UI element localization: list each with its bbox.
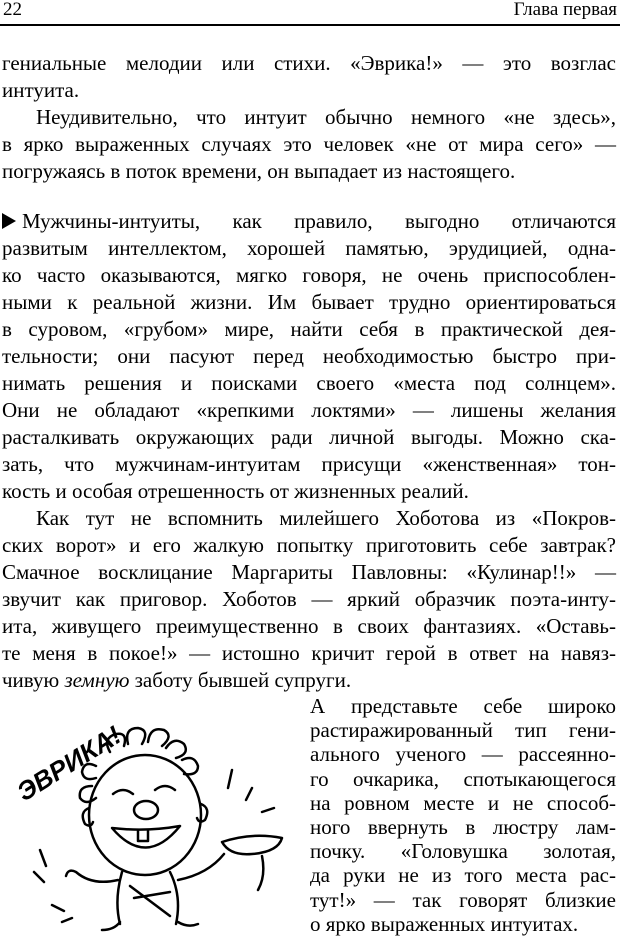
text-line: тельности; они пасуют перед необходимостью быстро при-: [2, 344, 616, 368]
eureka-cartoon-icon: [0, 690, 305, 939]
text-line: ита, живущего преимущественно в своих фантазиях. «Оставь-: [2, 614, 616, 638]
text-line: ального ученого — рассеянно-: [310, 742, 616, 767]
cartoon-illustration: [0, 690, 305, 939]
text-line: интуита.: [2, 78, 80, 102]
text-line: [2, 208, 616, 234]
text-span: Мужчины-интуиты, как правило, выгодно отличаются: [22, 209, 616, 233]
text-line: го очкарика, спотыкающегося: [310, 766, 616, 791]
text-line: тут!» — так говорят близкие: [310, 887, 616, 912]
text-line: Смачное восклицание Маргариты Павловны: «Кулинар!!» —: [2, 560, 616, 584]
eureka-caption: ЭВРИКА!: [11, 719, 127, 808]
text-line: Как тут не вспомнить милейшего Хоботова из «Покров-: [36, 506, 616, 530]
text-line: да руки не из того места рас-: [310, 863, 616, 888]
text-line: расталкивать окружающих ради личной выгоды. Можно ска-: [2, 425, 616, 449]
text-line: ко часто оказываются, мягко говоря, не очень приспособлен-: [2, 263, 616, 287]
text-line: в суровом, «грубом» мире, найти себя в практической дея-: [2, 317, 616, 341]
text-line: ских ворот» и его жалкую попытку приготовить себе завтрак?: [2, 533, 616, 557]
text-line: гениальные мелодии или стихи. «Эврика!» — это возглас: [2, 51, 616, 75]
text-line: звучит как приговор. Хоботов — яркий образчик поэта-инту-: [2, 587, 616, 611]
text-line: развитым интеллектом, хорошей памятью, эрудицией, одна-: [2, 236, 616, 260]
text-line: почку. «Головушка золотая,: [310, 839, 616, 864]
text-line: зать, что мужчинам-интуитам присущи «женственная» тон-: [2, 452, 616, 476]
chapter-title: Глава первая: [513, 0, 617, 20]
text-line: нимать решения и поисками своего «места под солнцем».: [2, 371, 616, 395]
text-line: Они не обладают «крепкими локтями» — лишены желания: [2, 398, 616, 422]
text-line: растиражированный тип гени-: [310, 718, 616, 743]
text-span: чивую: [2, 668, 65, 692]
header-rule: [0, 24, 620, 26]
text-line: ными к реальной жизни. Им бывает трудно ориентироваться: [2, 290, 616, 314]
emphasis-word: земную: [64, 668, 130, 692]
text-line: А представьте себе широко: [310, 694, 616, 718]
text-line: в ярко выраженных случаях это человек «не от мира сего» —: [2, 132, 616, 156]
arrow-marker-icon: [2, 213, 16, 229]
text-line: ного ввернуть в люстру лам-: [310, 815, 616, 839]
text-line: Неудивительно, что интуит обычно немного «не здесь»,: [36, 105, 616, 129]
text-line: о ярко выраженных интуитах.: [310, 911, 579, 936]
page-header: [0, 0, 620, 22]
text-span: заботу бывшей супруги.: [129, 668, 352, 692]
text-line: те меня в покое!» — истошно кричит герой в ответ на навяз-: [2, 641, 616, 665]
text-line: погружаясь в поток времени, он выпадает из настоящего.: [2, 159, 516, 183]
text-line: на ровном месте и не способ-: [310, 790, 616, 815]
text-line: кость и особая отрешенность от жизненных реалий.: [2, 479, 469, 503]
page-number: 22: [3, 0, 22, 20]
